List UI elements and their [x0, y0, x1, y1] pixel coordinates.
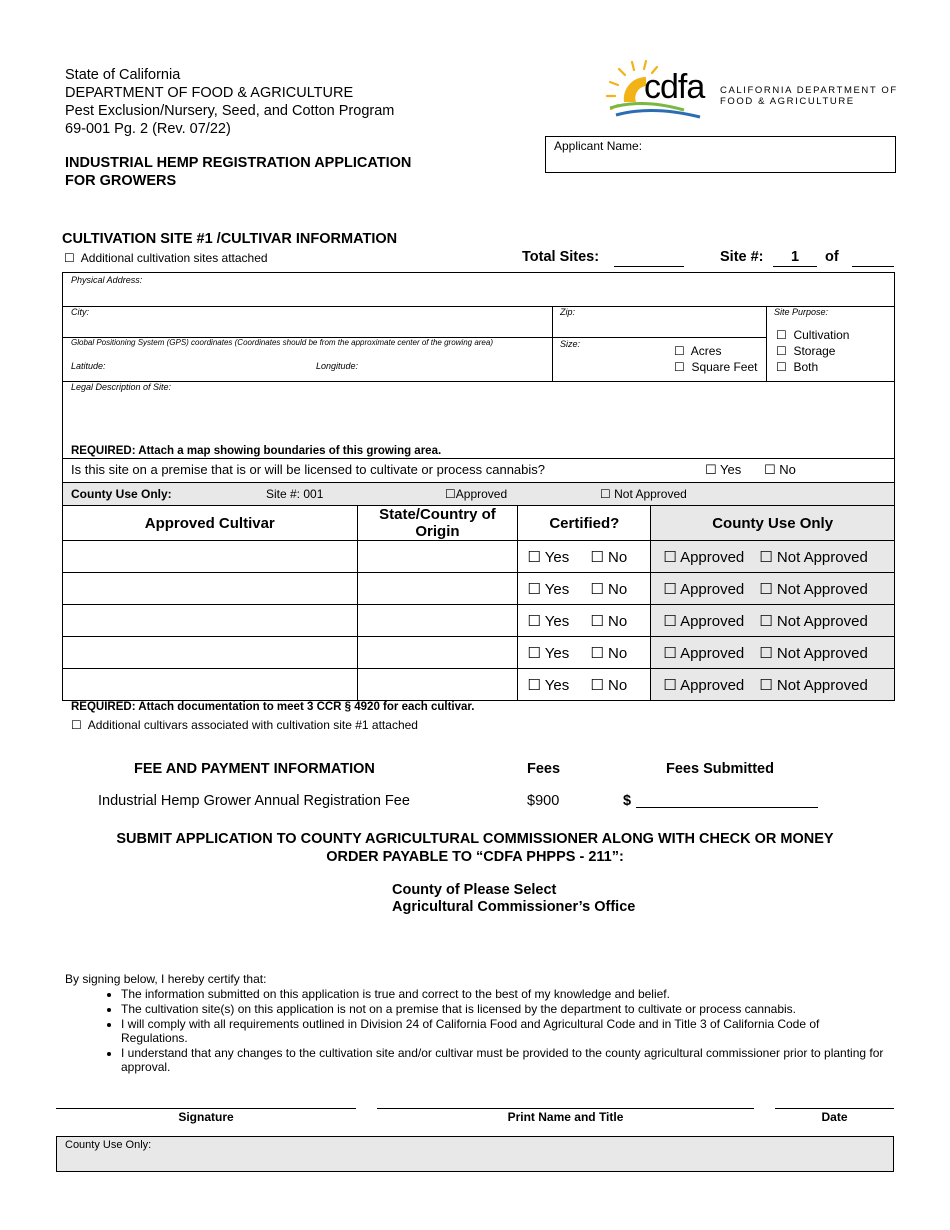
print-name-line[interactable]	[377, 1108, 754, 1109]
total-sites-input[interactable]	[614, 266, 684, 267]
origin-input[interactable]	[357, 669, 518, 701]
approved-label: Approved	[680, 644, 745, 662]
cultivar-table-body	[63, 541, 895, 701]
header-state: State of California	[65, 67, 181, 83]
approved-cultivar-input[interactable]	[63, 669, 358, 701]
not-approved-label: Not Approved	[776, 644, 868, 662]
city-field[interactable]: City:	[71, 307, 89, 317]
gps-label: Global Positioning System (GPS) coordinates (Coordinates should be from the approximate center of the growing area)	[71, 338, 493, 347]
header-department: DEPARTMENT OF FOOD & AGRICULTURE	[65, 85, 354, 101]
checkbox-icon: ☐	[759, 643, 773, 662]
origin-input[interactable]	[357, 541, 518, 573]
checkbox-icon: ☐	[527, 579, 541, 598]
header-origin: State/Country of Origin	[357, 506, 518, 541]
checkbox-icon: ☐	[764, 463, 776, 478]
certification-intro: By signing below, I hereby certify that:	[65, 972, 267, 986]
map-required-note: REQUIRED: Attach a map showing boundaries of this growing area.	[71, 445, 442, 457]
both-label: Both	[793, 360, 819, 374]
approved-cultivar-input[interactable]	[63, 605, 358, 637]
no-label: No	[608, 580, 628, 598]
county-use-label: County Use Only:	[71, 487, 172, 501]
origin-input[interactable]	[357, 637, 518, 669]
physical-address-field[interactable]: Physical Address:	[71, 275, 143, 285]
checkbox-icon: ☐	[64, 251, 75, 265]
commissioner-office: Agricultural Commissioner’s Office	[392, 899, 636, 915]
divider	[63, 306, 894, 307]
checkbox-icon: ☐	[759, 579, 773, 598]
cultivar-row	[63, 573, 895, 605]
certified-yes-checkbox[interactable]	[518, 580, 590, 598]
acres-label: Acres	[690, 344, 722, 358]
yes-label: Yes	[544, 676, 570, 694]
checkbox-icon: ☐	[445, 487, 456, 501]
county-not-approved-checkbox[interactable]	[759, 677, 868, 694]
certified-cell	[518, 541, 651, 573]
approved-cultivar-input[interactable]	[63, 541, 358, 573]
checkbox-icon: ☐	[527, 611, 541, 630]
no-label: No	[608, 612, 628, 630]
approved-label: Approved	[680, 548, 745, 566]
approved-label: Approved	[680, 676, 745, 694]
certified-cell	[518, 605, 651, 637]
approved-label: Approved	[455, 487, 508, 501]
form-title-line2: FOR GROWERS	[65, 173, 177, 189]
total-sites-label: Total Sites:	[522, 249, 600, 265]
zip-field[interactable]: Zip:	[560, 307, 576, 317]
county-use-cell	[651, 573, 895, 605]
header-approved-cultivar: Approved Cultivar	[63, 506, 358, 541]
cdfa-logo	[602, 58, 902, 124]
divider	[552, 306, 553, 381]
submit-line2: ORDER PAYABLE TO “CDFA PHPPS - 211”:	[326, 849, 624, 865]
certified-yes-checkbox[interactable]	[518, 612, 590, 630]
cultivation-label: Cultivation	[793, 328, 850, 342]
not-approved-label: Not Approved	[614, 487, 687, 501]
yes-label: Yes	[720, 462, 742, 477]
county-use-cell	[651, 605, 895, 637]
storage-label: Storage	[793, 344, 836, 358]
certified-no-checkbox[interactable]	[590, 581, 627, 598]
checkbox-icon: ☐	[759, 547, 773, 566]
county-not-approved-checkbox[interactable]	[759, 549, 868, 566]
checkbox-icon: ☐	[590, 643, 604, 662]
checkbox-icon: ☐	[590, 547, 604, 566]
signature-line[interactable]	[56, 1108, 356, 1109]
checkbox-icon: ☐	[759, 611, 773, 630]
approved-cultivar-input[interactable]	[63, 573, 358, 605]
form-title-line1: INDUSTRIAL HEMP REGISTRATION APPLICATION	[65, 155, 412, 171]
county-approved-checkbox[interactable]	[651, 580, 759, 598]
site-heading: CULTIVATION SITE #1 /CULTIVAR INFORMATION	[62, 231, 398, 247]
additional-cultivars-checkbox[interactable]	[71, 718, 418, 732]
checkbox-icon: ☐	[590, 611, 604, 630]
certified-no-checkbox[interactable]	[590, 613, 627, 630]
checkbox-icon: ☐	[776, 328, 787, 342]
print-name-label: Print Name and Title	[507, 1110, 624, 1124]
county-select[interactable]: County of Please Select	[392, 882, 557, 898]
site-number-input[interactable]: 1	[773, 249, 817, 267]
no-label: No	[608, 644, 628, 662]
fee-amount: $900	[527, 793, 560, 809]
square-feet-label: Square Feet	[691, 360, 758, 374]
approved-label: Approved	[680, 580, 745, 598]
header-block	[65, 66, 394, 138]
cultivar-row	[63, 605, 895, 637]
checkbox-icon: ☐	[663, 611, 677, 630]
no-label: No	[779, 462, 796, 477]
acres-checkbox[interactable]	[674, 344, 721, 358]
checkbox-icon: ☐	[776, 344, 787, 358]
checkbox-icon: ☐	[759, 675, 773, 694]
size-field[interactable]: Size:	[560, 339, 581, 349]
county-use-footer-label: County Use Only:	[65, 1139, 152, 1151]
divider	[63, 458, 894, 459]
date-label: Date	[821, 1110, 848, 1124]
site-total-input[interactable]	[852, 266, 894, 267]
certified-no-checkbox[interactable]	[590, 549, 627, 566]
additional-sites-checkbox[interactable]	[64, 251, 268, 265]
cannabis-yes-checkbox[interactable]	[705, 462, 741, 478]
county-approved-checkbox[interactable]	[651, 644, 759, 662]
yes-label: Yes	[544, 548, 570, 566]
checkbox-icon: ☐	[674, 344, 685, 358]
header-form-number: 69-001 Pg. 2 (Rev. 07/22)	[65, 121, 231, 137]
cultivar-table	[62, 505, 895, 701]
county-not-approved-checkbox[interactable]	[759, 645, 868, 662]
county-use-cell	[651, 541, 895, 573]
county-use-row	[63, 483, 894, 505]
signature-label: Signature	[178, 1110, 234, 1124]
origin-input[interactable]	[357, 573, 518, 605]
fee-heading: FEE AND PAYMENT INFORMATION	[134, 761, 375, 777]
not-approved-label: Not Approved	[776, 580, 868, 598]
certification-item: • The cultivation site(s) on this application is not on a premise that is licensed by the department to cultivate or process cannabis.	[121, 1002, 885, 1016]
not-approved-label: Not Approved	[776, 548, 868, 566]
county-approved-checkbox[interactable]	[651, 612, 759, 630]
county-site-number: Site #: 001	[266, 487, 324, 501]
checkbox-icon: ☐	[705, 463, 717, 478]
site-number-label: Site #:	[720, 249, 764, 265]
certified-no-checkbox[interactable]	[590, 645, 627, 662]
approved-cultivar-input[interactable]	[63, 637, 358, 669]
checkbox-icon: ☐	[527, 675, 541, 694]
no-label: No	[608, 676, 628, 694]
certified-yes-checkbox[interactable]	[518, 644, 590, 662]
certified-yes-checkbox[interactable]	[518, 548, 590, 566]
header-program: Pest Exclusion/Nursery, Seed, and Cotton Program	[65, 103, 395, 119]
county-approved-checkbox[interactable]	[445, 487, 507, 501]
approved-label: Approved	[680, 612, 745, 630]
checkbox-icon: ☐	[527, 547, 541, 566]
county-approved-checkbox[interactable]	[651, 548, 759, 566]
not-approved-label: Not Approved	[776, 676, 868, 694]
both-checkbox[interactable]	[776, 360, 818, 374]
no-label: No	[608, 548, 628, 566]
certified-cell	[518, 573, 651, 605]
county-not-approved-checkbox[interactable]	[759, 581, 868, 598]
of-label: of	[825, 249, 839, 265]
cultivar-row	[63, 637, 895, 669]
checkbox-icon: ☐	[590, 579, 604, 598]
county-use-cell	[651, 637, 895, 669]
divider	[553, 337, 766, 338]
submit-line1: SUBMIT APPLICATION TO COUNTY AGRICULTURAL COMMISSIONER ALONG WITH CHECK OR MONEY	[116, 831, 834, 847]
fees-submitted-column-label: Fees Submitted	[666, 761, 774, 777]
checkbox-icon: ☐	[663, 675, 677, 694]
divider	[63, 381, 894, 382]
county-not-approved-checkbox[interactable]	[759, 613, 868, 630]
additional-sites-label: Additional cultivation sites attached	[80, 251, 268, 265]
checkbox-icon: ☐	[663, 547, 677, 566]
checkbox-icon: ☐	[674, 360, 685, 374]
fees-submitted-input[interactable]	[636, 807, 818, 808]
county-address	[392, 882, 635, 916]
origin-input[interactable]	[357, 605, 518, 637]
longitude-field[interactable]: Longitude:	[316, 361, 359, 371]
cultivar-row	[63, 669, 895, 701]
divider	[766, 306, 767, 381]
latitude-field[interactable]: Latitude:	[71, 361, 106, 371]
checkbox-icon: ☐	[600, 487, 611, 501]
header-county-use: County Use Only	[651, 506, 895, 541]
certified-cell	[518, 637, 651, 669]
fee-dollar-sign: $	[623, 793, 632, 809]
certified-yes-checkbox[interactable]	[518, 676, 590, 694]
not-approved-label: Not Approved	[776, 612, 868, 630]
county-approved-checkbox[interactable]	[651, 676, 759, 694]
cultivar-row	[63, 541, 895, 573]
certification-item: • The information submitted on this application is true and correct to the best of my knowledge and belief.	[121, 987, 885, 1001]
checkbox-icon: ☐	[527, 643, 541, 662]
checkbox-icon: ☐	[71, 718, 82, 732]
date-line[interactable]	[775, 1108, 894, 1109]
certification-item: • I will comply with all requirements outlined in Division 24 of California Food and Agricultural Code and in Title 3 of California Code of Regulations.	[121, 1017, 885, 1045]
cultivar-table-header	[63, 506, 895, 541]
checkbox-icon: ☐	[663, 643, 677, 662]
cannabis-question: Is this site on a premise that is or will be licensed to cultivate or process cannabis?	[71, 462, 546, 477]
county-use-footer-box	[56, 1136, 894, 1172]
county-use-cell	[651, 669, 895, 701]
fee-item: Industrial Hemp Grower Annual Registration Fee	[98, 793, 410, 809]
additional-cultivars-label: Additional cultivars associated with cultivation site #1 attached	[87, 718, 418, 732]
site-info-grid	[62, 272, 895, 505]
legal-description-field[interactable]: Legal Description of Site:	[71, 382, 172, 392]
applicant-name-field[interactable]	[545, 136, 896, 173]
county-not-approved-checkbox[interactable]	[600, 487, 687, 501]
yes-label: Yes	[544, 580, 570, 598]
storage-checkbox[interactable]	[776, 344, 835, 358]
fees-column-label: Fees	[527, 761, 561, 777]
certification-item: • I understand that any changes to the cultivation site and/or cultivar must be provided to the county agricultural commissioner prior to planting for approval.	[121, 1046, 885, 1074]
submit-instructions	[0, 830, 950, 866]
certified-cell	[518, 669, 651, 701]
applicant-name-label: Applicant Name:	[554, 139, 643, 153]
form-title	[65, 154, 411, 190]
checkbox-icon: ☐	[663, 579, 677, 598]
certification-list	[65, 987, 885, 1075]
checkbox-icon: ☐	[590, 675, 604, 694]
certified-no-checkbox[interactable]	[590, 677, 627, 694]
checkbox-icon: ☐	[776, 360, 787, 374]
square-feet-checkbox[interactable]	[674, 360, 757, 374]
yes-label: Yes	[544, 644, 570, 662]
logo-wordmark: cdfa	[644, 68, 705, 106]
yes-label: Yes	[544, 612, 570, 630]
cannabis-no-checkbox[interactable]	[764, 462, 796, 478]
cultivation-checkbox[interactable]	[776, 328, 849, 342]
header-certified: Certified?	[518, 506, 651, 541]
site-purpose-label: Site Purpose:	[774, 307, 829, 317]
cultivar-required-note: REQUIRED: Attach documentation to meet 3 CCR § 4920 for each cultivar.	[71, 701, 475, 713]
logo-subtitle: CALIFORNIA DEPARTMENT OF FOOD & AGRICULTURE	[720, 85, 898, 107]
